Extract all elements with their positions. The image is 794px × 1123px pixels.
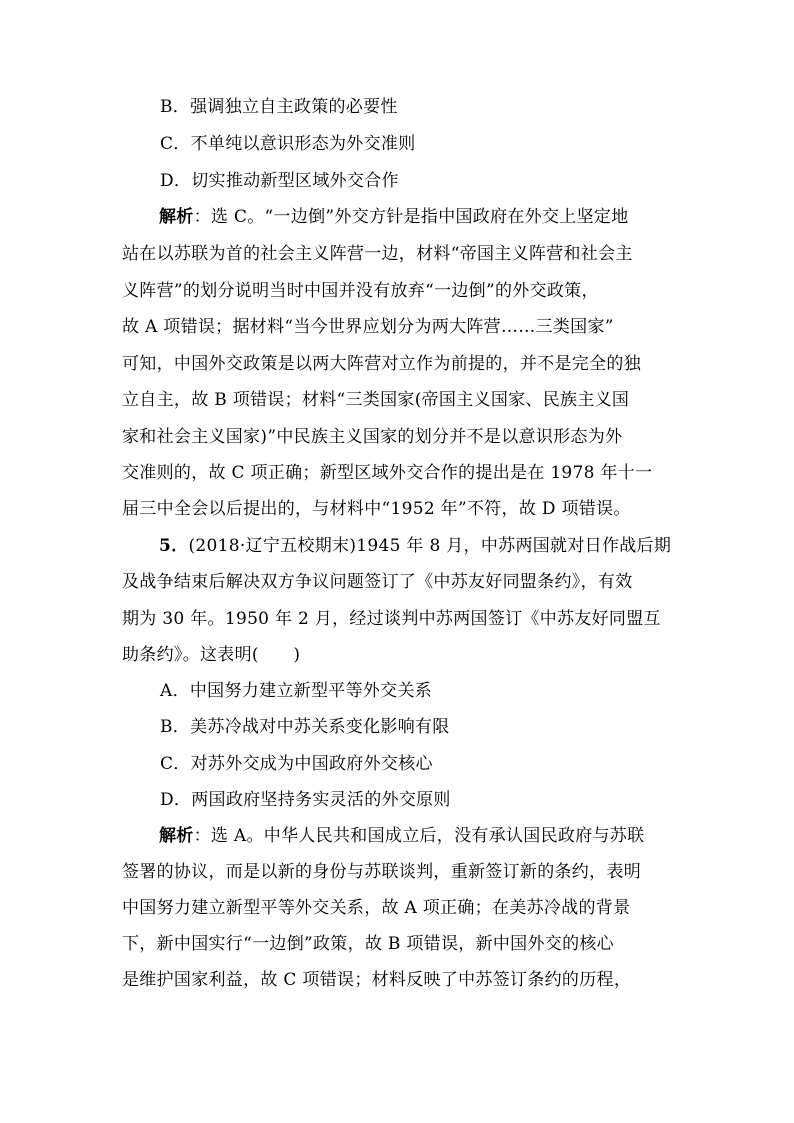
q5-stem-line-1 [159,536,719,556]
q5-analysis-line-4: 下，新中国实行“一边倒”政策，故 B 项错误，新中国外交的核心 [122,934,614,954]
q4-analysis-line-4: 故 A 项错误；据材料“当今世界应划分为两大阵营……三类国家” [122,317,614,337]
question-number: 5． [159,536,189,556]
question-stem: (2018·辽宁五校期末)1945 年 8 月，中苏两国就对日作战后期 [188,536,672,556]
q5-option-a: A．中国努力建立新型平等外交关系 [160,681,433,701]
analysis-text: ：选 C。“一边倒”外交方针是指中国政府在外交上坚定地 [193,207,629,227]
analysis-label: 解析 [159,207,194,227]
q4-analysis-line-5: 可知，中国外交政策是以两大阵营对立作为前提的，并不是完全的独 [122,354,641,374]
q5-stem-line-4: 助条约》。这表明( ) [122,645,301,665]
q5-stem-line-2: 及战争结束后解决双方争议问题签订了《中苏友好同盟条约》，有效 [122,572,633,592]
q5-option-c: C．对苏外交成为中国政府外交核心 [160,754,433,774]
q4-option-c: C．不单纯以意识形态为外交准则 [160,134,416,154]
q4-analysis-line-9: 届三中全会以后提出的，与材料中“1952 年”不符，故 D 项错误。 [122,499,631,519]
analysis-label: 解析 [159,826,194,846]
q4-analysis-line-2: 站在以苏联为首的社会主义阵营一边，材料“帝国主义阵营和社会主 [122,244,633,264]
q5-stem-line-3: 期为 30 年。1950 年 2 月，经过谈判中苏两国签订《中苏友好同盟互 [122,609,661,629]
q4-analysis-line-3: 义阵营”的划分说明当时中国并没有放弃“一边倒”的外交政策， [122,281,599,301]
q4-analysis-line-6: 立自主，故 B 项错误；材料“三类国家(帝国主义国家、民族主义国 [122,390,630,410]
q4-analysis-line-7: 家和社会主义国家)”中民族主义国家的划分并不是以意识形态为外 [122,427,623,447]
analysis-text: ：选 A。中华人民共和国成立后，没有承认国民政府与苏联 [193,826,645,846]
q5-analysis-line-3: 中国努力建立新型平等外交关系，故 A 项正确；在美苏冷战的背景 [122,898,631,918]
q4-option-d: D．切实推动新型区域外交合作 [160,171,399,191]
q4-option-b: B．强调独立自主政策的必要性 [160,97,398,117]
q5-analysis-line-5: 是维护国家利益，故 C 项错误；材料反映了中苏签订条约的历程， [122,970,632,990]
q5-analysis-line-2: 签署的协议，而是以新的身份与苏联谈判，重新签订新的条约，表明 [122,862,641,882]
q4-analysis-line-8: 交准则的，故 C 项正确；新型区域外交合作的提出是在 1978 年十一 [122,463,653,483]
q4-analysis-line-1 [159,207,719,227]
q5-option-b: B．美苏冷战对中苏关系变化影响有限 [160,717,450,737]
q5-option-d: D．两国政府坚持务实灵活的外交原则 [160,790,451,810]
q5-analysis-line-1 [159,826,719,846]
